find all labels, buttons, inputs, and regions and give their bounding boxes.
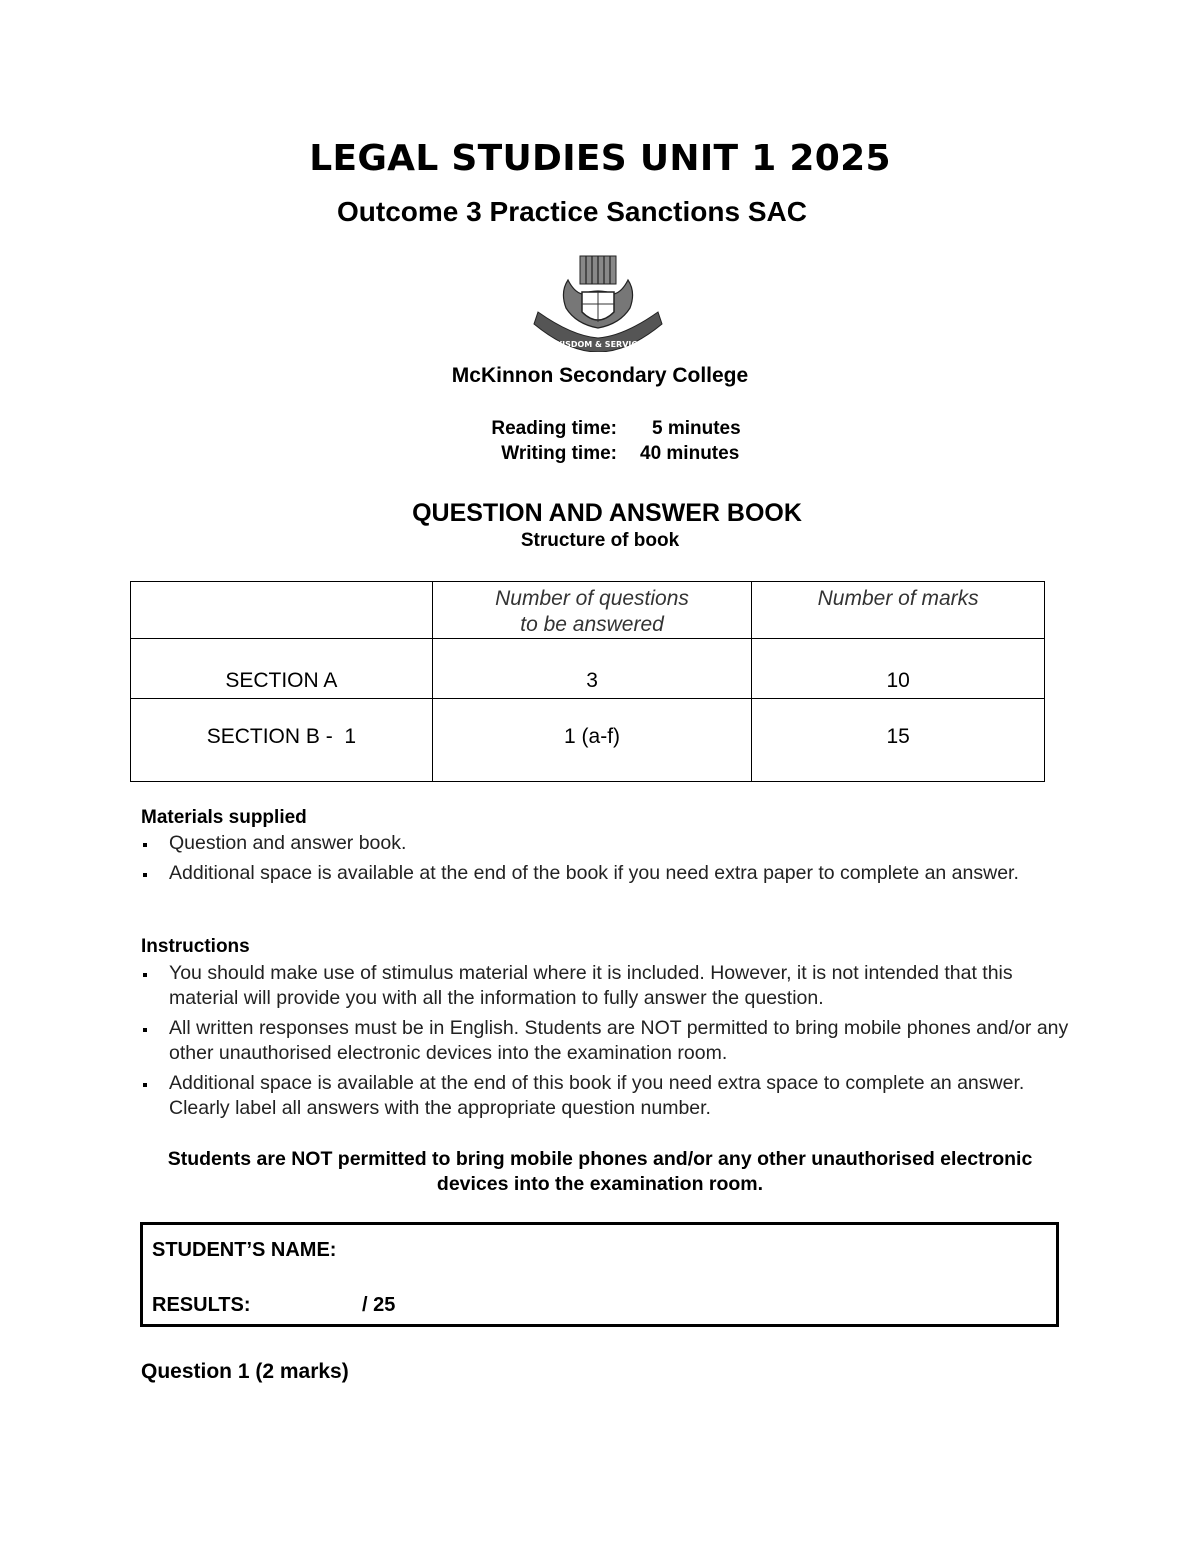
question-1-heading: Question 1 (2 marks) [141, 1360, 349, 1383]
results-score: / 25 [362, 1294, 396, 1316]
list-item: Question and answer book. [141, 831, 1071, 856]
materials-list [141, 831, 1071, 891]
writing-time-row [0, 443, 1200, 468]
list-item: Additional space is available at the end of this book if you need extra space to complete an answer. Clearly label all answers with the appropriate question number. [141, 1071, 1071, 1121]
device-warning: Students are NOT permitted to bring mobile phones and/or any other unauthorised electronic devices into the examination room. [167, 1148, 1033, 1195]
writing-time-label: Writing time: [501, 443, 617, 464]
results-line [152, 1294, 396, 1317]
list-item: Additional space is available at the end of the book if you need extra paper to complete an answer. [141, 861, 1071, 886]
materials-heading: Materials supplied [141, 807, 307, 828]
reading-time-value: 5 minutes [652, 418, 741, 439]
table-row [131, 699, 1045, 782]
document-title: LEGAL STUDIES UNIT 1 2025 [309, 138, 891, 179]
instructions-heading: Instructions [141, 936, 250, 957]
table-header-marks: Number of marks [752, 582, 1045, 639]
list-item: You should make use of stimulus material where it is included. However, it is not intended that this material will provide you with all the information to fully answer the question. [141, 961, 1071, 1011]
student-details-box [140, 1222, 1059, 1327]
questions-cell: 1 (a-f) [432, 699, 752, 782]
table-header-row [131, 582, 1045, 639]
exam-times [0, 418, 1200, 468]
structure-table [130, 581, 1045, 782]
student-name-label: STUDENT’S NAME: [152, 1239, 337, 1261]
marks-cell: 10 [752, 639, 1045, 699]
instructions-list [141, 961, 1071, 1126]
crest-motto: WISDOM & SERVICE [553, 340, 643, 349]
results-label: RESULTS: [152, 1294, 251, 1316]
writing-time-value: 40 minutes [640, 443, 740, 464]
list-item: All written responses must be in English. Students are NOT permitted to bring mobile phones and/or any other unauthorised electronic devices into the examination room. [141, 1016, 1071, 1066]
college-name: McKinnon Secondary College [451, 364, 749, 387]
school-crest-logo [532, 252, 664, 352]
table-header-questions: Number of questions to be answered [432, 582, 752, 639]
book-subtitle: Structure of book [520, 530, 680, 551]
marks-cell: 15 [752, 699, 1045, 782]
book-title: QUESTION AND ANSWER BOOK [412, 499, 802, 527]
document-subtitle: Outcome 3 Practice Sanctions SAC [337, 196, 807, 227]
section-cell: SECTION B - 1 [131, 699, 433, 782]
reading-time-label: Reading time: [491, 418, 617, 439]
questions-cell: 3 [432, 639, 752, 699]
table-row [131, 639, 1045, 699]
reading-time-row [0, 418, 1200, 443]
table-header-empty [131, 582, 433, 639]
section-cell: SECTION A [131, 639, 433, 699]
